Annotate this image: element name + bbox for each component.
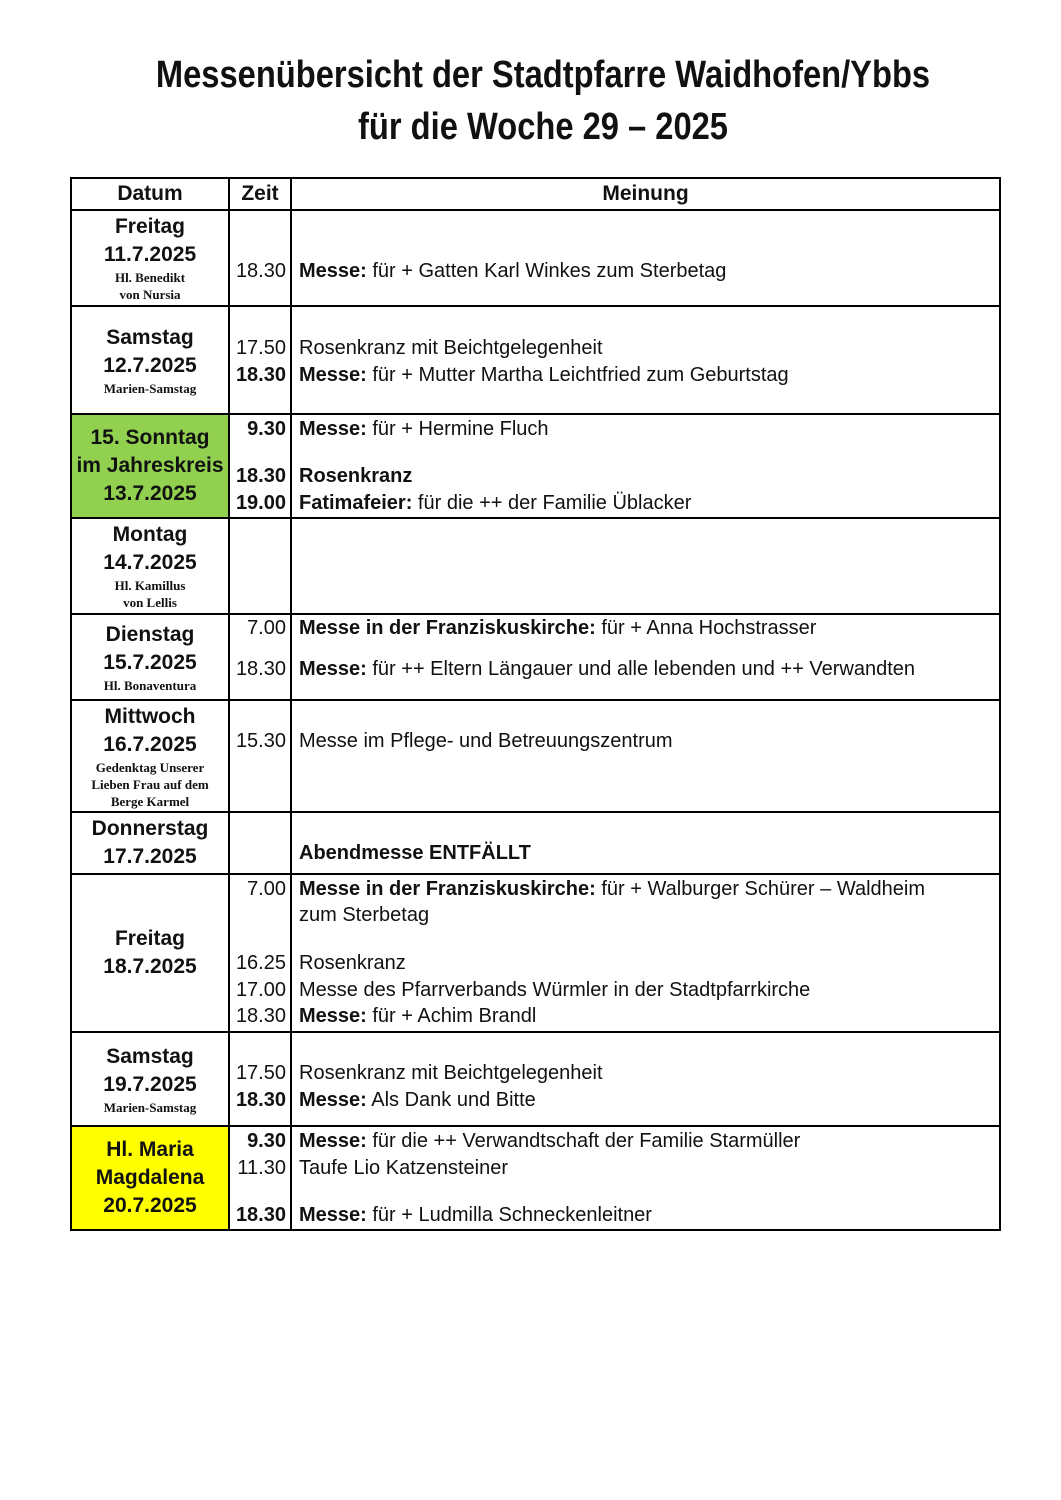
time-cell <box>229 1126 291 1230</box>
day-saint: Marien-Samstag <box>103 1099 197 1115</box>
time-value: 7.00 <box>247 617 286 639</box>
time-value: 16.25 <box>235 952 286 974</box>
intention-cell <box>291 518 1000 614</box>
time-cell <box>229 874 291 1032</box>
day-saint: Hl. Bonaventura <box>103 677 197 693</box>
entry-text: für + Mutter Martha Leichtfried zum Geburtstag <box>366 364 789 386</box>
time-value: 18.30 <box>235 465 286 487</box>
day-name: Donnerstag <box>91 817 209 840</box>
time-value: 19.00 <box>235 492 286 514</box>
intention-line <box>299 363 789 387</box>
day-date: 20.7.2025 <box>103 1194 197 1217</box>
time-value: 18.30 <box>235 364 286 386</box>
intention-line <box>299 259 726 283</box>
day-date: 14.7.2025 <box>103 551 197 574</box>
entry-label: Fatimafeier: <box>299 492 413 514</box>
day-saint: Berge Karmel <box>110 793 190 809</box>
intention-line: Taufe Lio Katzensteiner <box>299 1157 509 1179</box>
entry-text: für die ++ der Familie Üblacker <box>412 492 692 514</box>
entry-text: für die ++ Verwandtschaft der Familie Starmüller <box>366 1130 801 1152</box>
time-cell <box>229 210 291 306</box>
time-cell <box>229 614 291 700</box>
day-name: Samstag <box>106 1044 194 1068</box>
table-row <box>71 614 1000 700</box>
entry-label: Messe: <box>299 364 367 386</box>
day-date: 11.7.2025 <box>103 243 197 266</box>
intention-line <box>299 1088 536 1112</box>
intention-cell <box>291 812 1000 874</box>
day-name: Montag <box>112 523 188 546</box>
intention-line <box>299 1129 800 1153</box>
time-value: 18.30 <box>235 1089 286 1111</box>
time-value: 17.50 <box>235 337 286 359</box>
time-cell <box>229 1032 291 1126</box>
table-row <box>71 874 1000 1032</box>
intention-line: zum Sterbetag <box>299 904 430 926</box>
day-date: 15.7.2025 <box>103 650 197 674</box>
day-saint: Marien-Samstag <box>103 380 197 396</box>
intention-line <box>299 491 691 515</box>
intention-cell <box>291 614 1000 700</box>
day-saint: Hl. Kamillus <box>114 578 186 593</box>
time-value: 7.00 <box>247 878 286 900</box>
intention-cell <box>291 1126 1000 1230</box>
intention-line <box>299 657 915 681</box>
intention-line <box>299 616 816 640</box>
table-row <box>71 1032 1000 1126</box>
entry-text: für + Achim Brandl <box>366 1005 537 1027</box>
intention-line <box>299 877 925 901</box>
page-subtitle: für die Woche 29 – 2025 <box>358 106 728 148</box>
intention-line: Abendmesse ENTFÄLLT <box>299 842 531 864</box>
day-name: Hl. Maria <box>106 1138 194 1161</box>
time-value: 18.30 <box>235 658 286 680</box>
intention-line: Rosenkranz mit Beichtgelegenheit <box>299 337 603 359</box>
time-cell <box>229 414 291 518</box>
day-name: Samstag <box>106 325 194 349</box>
day-cell <box>71 700 229 812</box>
entry-text: für + Walburger Schürer – Waldheim <box>595 878 925 900</box>
day-cell <box>71 414 229 518</box>
day-cell <box>71 306 229 414</box>
entry-label: Messe: <box>299 1130 367 1152</box>
intention-cell <box>291 306 1000 414</box>
day-name: im Jahreskreis <box>76 454 224 477</box>
entry-label: Messe: <box>299 1005 367 1027</box>
intention-line <box>299 1203 652 1227</box>
table-row <box>71 210 1000 306</box>
time-value: 11.30 <box>237 1157 286 1179</box>
intention-line: Messe des Pfarrverbands Würmler in der Stadtpfarrkirche <box>299 979 811 1001</box>
header-datum: Datum <box>71 178 229 210</box>
day-date: 18.7.2025 <box>103 955 197 978</box>
entry-label: Messe: <box>299 1204 367 1226</box>
time-value: 9.30 <box>247 418 286 440</box>
intention-cell <box>291 700 1000 812</box>
time-value: 17.50 <box>235 1062 286 1084</box>
day-name: Magdalena <box>95 1166 205 1189</box>
day-saint: von Lellis <box>123 595 177 610</box>
header-meinung: Meinung <box>291 178 1000 210</box>
intention-cell <box>291 414 1000 518</box>
table-row <box>71 812 1000 874</box>
intention-cell <box>291 1032 1000 1126</box>
time-cell <box>229 306 291 414</box>
day-cell <box>71 518 229 614</box>
day-cell <box>71 614 229 700</box>
day-name: Mittwoch <box>104 704 196 728</box>
time-cell <box>229 518 291 614</box>
day-saint: Gedenktag Unserer <box>95 759 205 775</box>
entry-label: Messe: <box>299 418 367 440</box>
intention-line <box>299 417 549 441</box>
day-cell <box>71 1126 229 1230</box>
time-cell <box>229 812 291 874</box>
day-saint: von Nursia <box>119 287 181 302</box>
day-name: Freitag <box>114 215 185 238</box>
time-value: 18.30 <box>235 1005 286 1027</box>
entry-label: Messe in der Franziskuskirche: <box>299 878 596 900</box>
time-value: 17.00 <box>235 979 286 1001</box>
entry-label: Messe in der Franziskuskirche: <box>299 617 596 639</box>
entry-text: für + Ludmilla Schneckenleitner <box>366 1204 652 1226</box>
entry-text: Als Dank und Bitte <box>366 1089 536 1111</box>
time-value: 18.30 <box>235 1204 286 1226</box>
intention-line: Rosenkranz mit Beichtgelegenheit <box>299 1062 603 1084</box>
entry-label: Messe: <box>299 260 367 282</box>
day-name: Freitag <box>114 927 185 950</box>
time-value: 18.30 <box>235 260 286 282</box>
intention-line <box>299 1004 536 1028</box>
time-value: 9.30 <box>247 1130 286 1152</box>
day-date: 13.7.2025 <box>103 482 197 505</box>
mass-schedule-table <box>70 177 1001 1231</box>
header-zeit: Zeit <box>229 178 291 210</box>
day-cell <box>71 1032 229 1126</box>
intention-cell <box>291 210 1000 306</box>
day-cell <box>71 874 229 1032</box>
day-date: 16.7.2025 <box>103 732 197 756</box>
time-value: 15.30 <box>235 730 286 752</box>
day-saint: Lieben Frau auf dem <box>91 776 209 792</box>
day-cell <box>71 812 229 874</box>
table-row <box>71 414 1000 518</box>
entry-label: Messe: <box>299 1089 367 1111</box>
table-header-row <box>71 178 1000 210</box>
table-row <box>71 1126 1000 1230</box>
entry-text: für + Gatten Karl Winkes zum Sterbetag <box>366 260 727 282</box>
day-saint: Hl. Benedikt <box>114 270 186 285</box>
day-cell <box>71 210 229 306</box>
intention-line: Rosenkranz <box>299 952 406 974</box>
day-date: 19.7.2025 <box>103 1072 197 1096</box>
entry-text: für ++ Eltern Längauer und alle lebenden und ++ Verwandten <box>366 658 916 680</box>
day-date: 17.7.2025 <box>103 845 197 868</box>
time-cell <box>229 700 291 812</box>
page-title: Messenübersicht der Stadtpfarre Waidhofen/Ybbs <box>155 54 931 96</box>
intention-cell <box>291 874 1000 1032</box>
day-name: 15. Sonntag <box>90 426 210 449</box>
intention-line: Messe im Pflege- und Betreuungszentrum <box>299 730 673 752</box>
entry-text: für + Anna Hochstrasser <box>595 617 817 639</box>
table-row <box>71 306 1000 414</box>
entry-label: Messe: <box>299 658 367 680</box>
day-name: Dienstag <box>105 622 195 646</box>
table-row <box>71 700 1000 812</box>
day-date: 12.7.2025 <box>103 353 197 377</box>
table-row <box>71 518 1000 614</box>
entry-text: für + Hermine Fluch <box>366 418 549 440</box>
intention-line: Rosenkranz <box>299 465 413 487</box>
